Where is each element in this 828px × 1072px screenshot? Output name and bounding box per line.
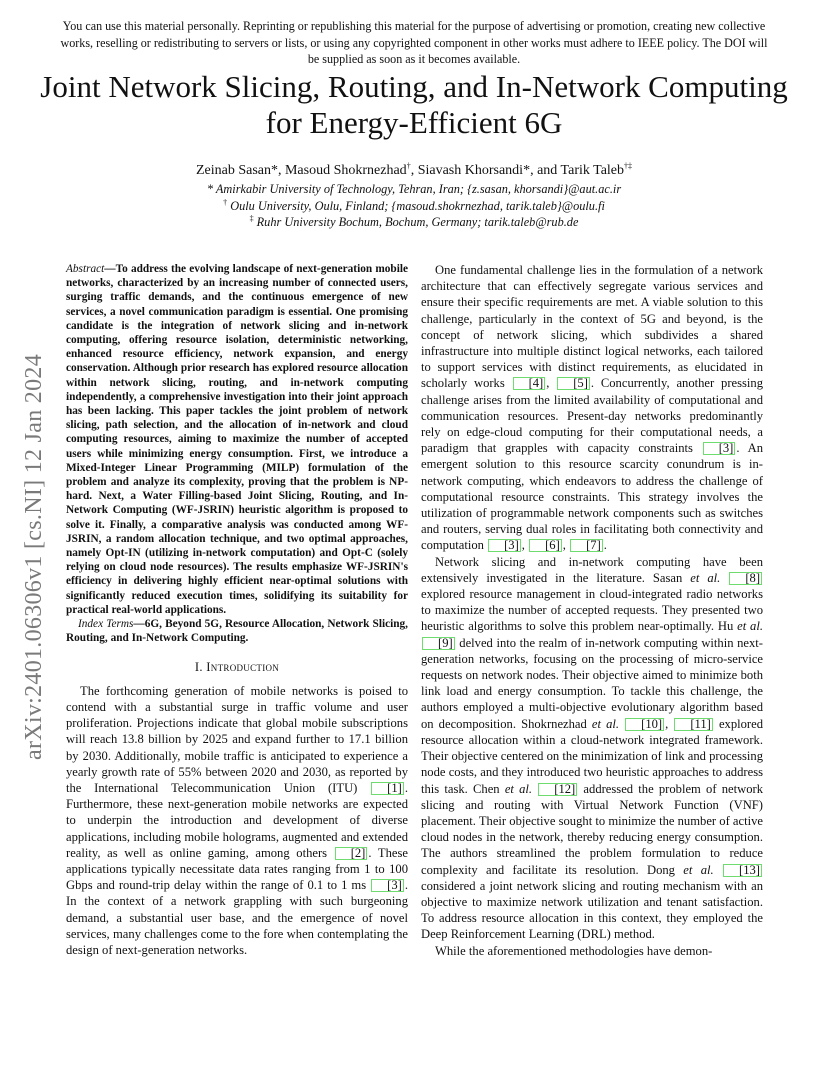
body-paragraph: While the aforementioned methodologies have demon-: [435, 943, 713, 958]
separator-text: ,: [546, 376, 557, 391]
affiliation-mark: †: [223, 197, 228, 207]
affiliation: [40, 181, 788, 198]
affiliation: [40, 214, 788, 231]
arxiv-stamp: arXiv:2401.06306v1 [cs.NI] 12 Jan 2024: [21, 353, 47, 760]
paragraph-text: explored resource management in cloud-integrated radio networks to maximize the number of accepted requests. They presented two heuristic algorithms to solve this problem near-optimally. Hu: [421, 587, 763, 634]
author-name: Masoud Shokrnezhad: [284, 163, 407, 178]
paragraph-text: .: [603, 538, 607, 553]
affiliation-mark: *: [206, 182, 214, 196]
et-al-text: et al.: [504, 781, 533, 796]
separator-text: ,: [521, 538, 529, 553]
author-mark: †: [406, 161, 411, 171]
citation-link[interactable]: [4]: [513, 377, 546, 390]
paper-title: Joint Network Slicing, Routing, and In-Network Computing for Energy-Efficient 6G: [40, 69, 788, 140]
paragraph-text: explored resource allocation within a cloud-network integrated framework. Their objective centered on the minimization of link and processing node costs, and they introduced two heuristic approaches to address this task. Chen: [421, 716, 764, 796]
copyright-notice: You can use this material personally. Reprinting or republishing this material for the purpose of advertising or promotion, creating new collective works, reselling or redistributing to servers or lists, or using any copyrighted component in other works must adhere to IEEE policy. The DOI will be supplied as soon as it becomes available.: [60, 19, 768, 66]
paragraph-text: . Concurrently, another pressing challenge arises from the limited availability of computational and communication resources. Present-day networks predominantly rely on edge-cloud computing for their computational needs, a paradigm that grapples with capacity constraints: [421, 376, 763, 456]
section-heading: [66, 659, 408, 675]
section-title: Introduction: [206, 660, 280, 675]
section-number: I.: [194, 660, 203, 675]
right-column: [421, 262, 763, 959]
paragraph-text: One fundamental challenge lies in the formulation of a network architecture that can effectively segregate various services and ensure their specific requirements are met. A viable solution to this challenge, particularly in the context of 5G and beyond, is the concept of network slicing, which subdivides a shared infrastructure into multiple distinct logical networks, each tailored to support services with distinct requirements, as elucidated in scholarly works: [421, 263, 763, 391]
index-terms-label: Index Terms: [78, 618, 134, 631]
separator-text: ,: [562, 538, 570, 553]
paragraph-text: considered a joint network slicing and routing mechanism with an objective to maximize network utilization and tenant satisfaction. To address resource allocation in this context, they employed the Deep Reinforcement Learning (DRL) method.: [421, 878, 763, 942]
paragraph-text: . Furthermore, these next-generation mobile networks are expected to underpin the introduction and development of diverse applications, including mobile holograms, augmented and extended reality, as well as online gaming, among others: [66, 780, 408, 860]
author-name: Zeinab Sasan: [195, 163, 271, 178]
intro-paragraph: [66, 683, 408, 958]
affiliation-mark: ‡: [249, 213, 254, 223]
author-name: Tarik Taleb: [560, 163, 625, 178]
citation-link[interactable]: [1]: [371, 782, 404, 795]
affiliation-text: Oulu University, Oulu, Finland; {masoud.shokrnezhad, tarik.taleb}@oulu.fi: [230, 198, 605, 213]
paragraph-text: Network slicing and in-network computing have been extensively investigated in the literature. Sasan: [421, 554, 763, 585]
body-paragraph: [421, 262, 763, 554]
body-paragraph: [421, 554, 763, 943]
et-al-text: et al.: [737, 619, 763, 634]
index-terms: [66, 617, 408, 645]
abstract-label: Abstract: [66, 263, 105, 275]
et-al-text: et al.: [683, 862, 714, 877]
citation-link[interactable]: [6]: [529, 539, 562, 552]
citation-link[interactable]: [5]: [557, 377, 590, 390]
et-al-text: et al.: [690, 570, 721, 585]
paragraph-text: . An emergent solution to this resource scarcity conundrum is in-network computing, which endeavors to address the challenge of computational resource constraints. This strategy involves the utilization of programmable network components such as switches and routers, serving dual roles in facilitating both connectivity and computation: [421, 441, 763, 553]
citation-link[interactable]: [13]: [723, 864, 762, 877]
affiliation: [40, 198, 788, 215]
citation-link[interactable]: [3]: [371, 879, 404, 892]
author-name: Siavash Khorsandi: [417, 163, 524, 178]
citation-link[interactable]: [8]: [729, 572, 762, 585]
et-al-text: et al.: [591, 716, 620, 731]
paragraph-text: delved into the realm of in-network computing within next-generation networks, focusing on the processing of micro-service requests on network nodes. Their objective aimed to minimize both link load and energy consumption. To tackle this challenge, the authors employed a multi-objective evolutionary algorithm based on decomposition. Shokrnezhad: [421, 635, 763, 731]
citation-link[interactable]: [2]: [335, 847, 368, 860]
abstract-text: —To address the evolving landscape of next-generation mobile networks, characterized by an increasing number of connected users, surging traffic demands, and the continuous emergence of new services, a novel communication paradigm is essential. One promising candidate is the integration of network slicing and in-network computing, offering resource isolation, deterministic networking, enhanced resource efficiency, network expansion, and energy conservation. Although prior research has explored resource allocation within network slicing, routing, and in-network computing independently, a comprehensive investigation into their joint approach has been lacking. This paper tackles the joint problem of network slicing, path selection, and the allocation of in-network and cloud computing resources, aiming to maximize the number of accepted users while minimizing energy consumption. First, we introduce a Mixed-Integer Linear Programming (MILP) formulation of the problem and analyze its complexity, proving that the problem is NP-hard. Next, a Water Filling-based Joint Slicing, Routing, and In-Network Computing (WF-JSRIN) heuristic algorithm is proposed to solve it. Finally, a comparative analysis was conducted among WF-JSRIN, a random allocation technique, and two optimal approaches, namely Opt-IN (utilizing in-network computation) and Opt-C (solely relying on cloud node resources). The results emphasize WF-JSRIN's efficiency in delivering highly efficient near-optimal solutions with significantly reduced execution times, solidifying its suitability for practical real-world applications.: [66, 263, 408, 616]
author-mark: *: [270, 163, 278, 178]
citation-link[interactable]: [9]: [422, 637, 455, 650]
paragraph-text: . In the context of a network grappling with such burgeoning demand, a substantial user base, and the emergence of novel services, many challenges come to the fore when contemplating the design of next-generation networks.: [66, 878, 408, 957]
citation-link[interactable]: [10]: [625, 718, 664, 731]
abstract: [66, 262, 408, 617]
index-terms-text: —6G, Beyond 5G, Resource Allocation, Network Slicing, Routing, and In-Network Computing.: [66, 618, 408, 645]
author-mark: *: [523, 163, 531, 178]
affiliation-text: Ruhr University Bochum, Bochum, Germany; tarik.taleb@rub.de: [256, 215, 579, 229]
author-mark: †‡: [624, 161, 633, 171]
citation-link[interactable]: [12]: [538, 783, 577, 796]
left-column: [66, 262, 408, 958]
citation-link[interactable]: [3]: [488, 539, 521, 552]
affiliations: [40, 181, 788, 231]
paragraph-text: The forthcoming generation of mobile networks is poised to contend with a substantial surge in traffic volume and user proliferation. Projections indicate that global mobile subscriptions will reach 13.8 billion by 2025 and expand further to 17.1 billion by 2030. Additionally, mobile traffic is anticipated to experience a yearly growth rate of 55% between 2020 and 2030, as reported by the International Telecommunication Union (ITU): [66, 683, 408, 795]
citation-link[interactable]: [3]: [703, 442, 736, 455]
separator-text: ,: [665, 716, 674, 731]
citation-link[interactable]: [7]: [570, 539, 603, 552]
citation-link[interactable]: [11]: [674, 718, 713, 731]
paragraph-text: addressed the problem of network slicing and routing with Virtual Network Function (VNF) placement. Their objective sought to minimize the number of active cloud nodes in the network, thereby reducing energy consumption. The authors streamlined the problem formulation to reduce complexity and facilitate its resolution. Dong: [421, 781, 763, 877]
author-list: Zeinab Sasan*, Masoud Shokrnezhad†, Siavash Khorsandi*, and Tarik Taleb†‡: [195, 161, 633, 178]
paragraph-text: . These applications typically necessitate data rates ranging from 1 to 100 Gbps and round-trip delay within the range of 0.1 to 1 ms: [66, 845, 408, 893]
affiliation-text: Amirkabir University of Technology, Tehran, Iran; {z.sasan, khorsandi}@aut.ac.ir: [215, 182, 622, 196]
